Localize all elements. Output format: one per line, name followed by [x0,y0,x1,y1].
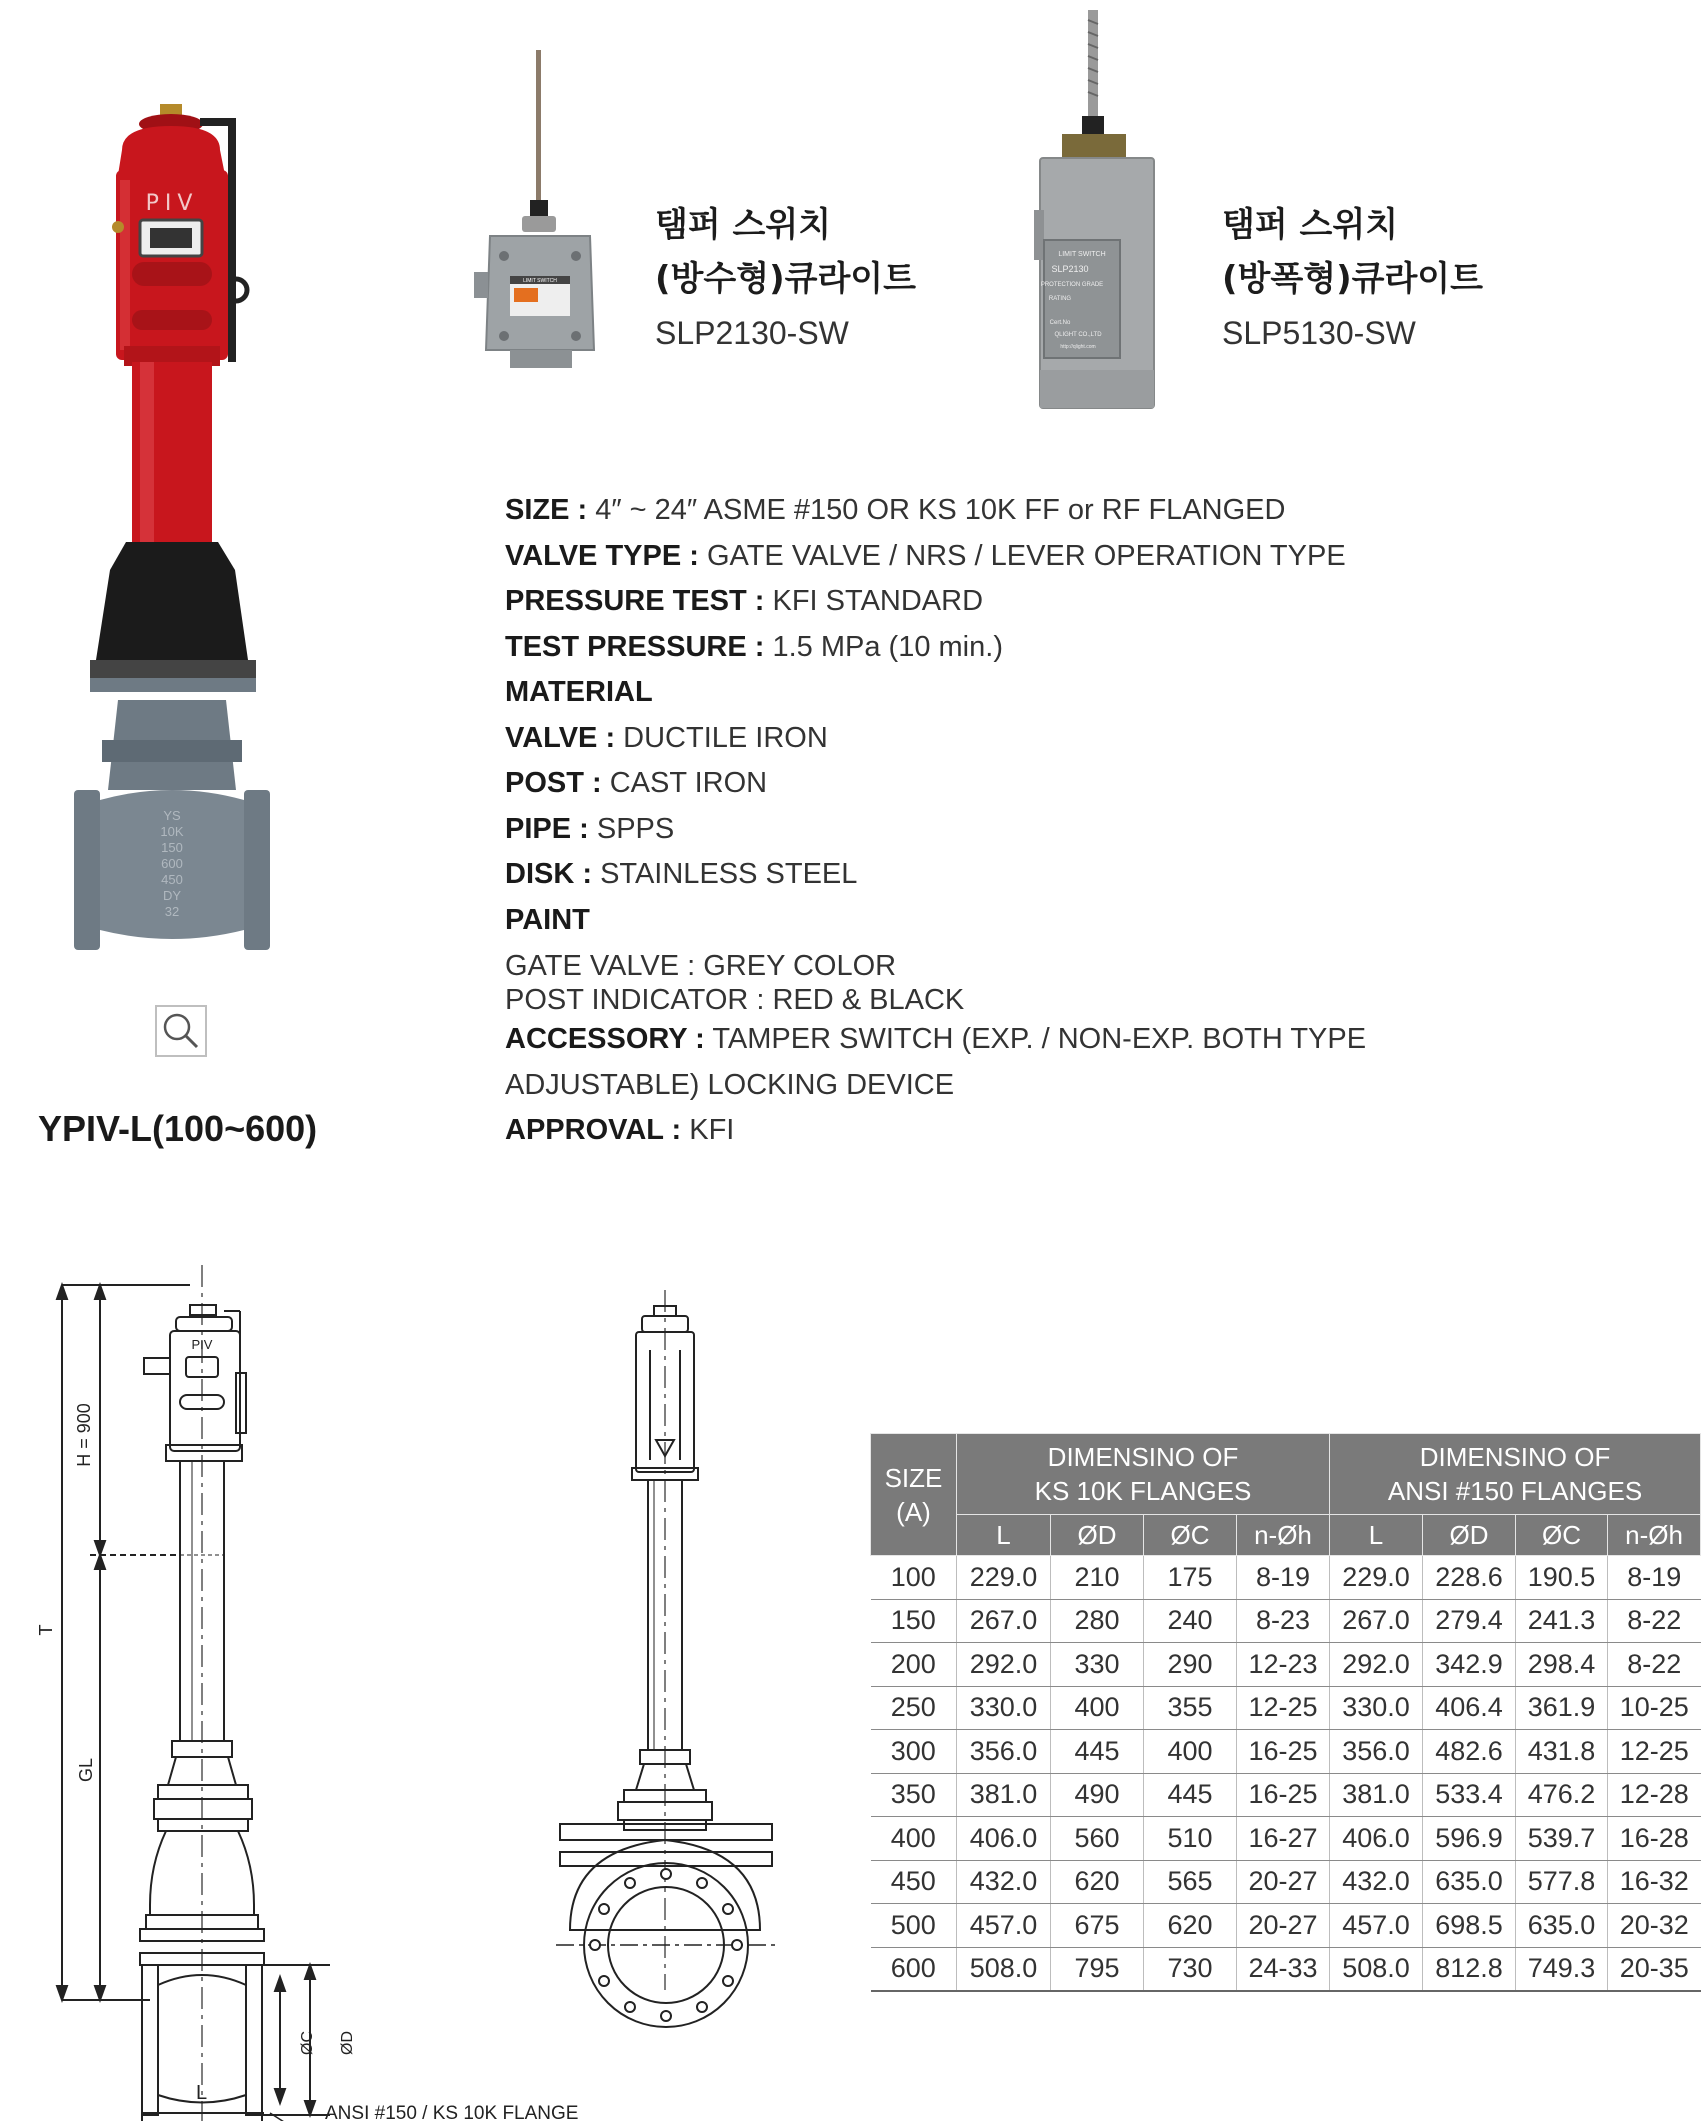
switch2-plate-line6: QLIGHT CO.,LTD [1054,332,1102,338]
zoom-button[interactable] [155,1005,207,1057]
spec-approval: APPROVAL : KFI [505,1114,735,1146]
l-dimension-label: L [196,2082,208,2104]
table-cell: 476.2 [1516,1773,1608,1817]
table-cell: 350 [871,1773,957,1817]
table-cell: 8-23 [1237,1599,1330,1643]
spec-paint-post: POST INDICATOR : RED & BLACK [505,984,965,1016]
dimension-table [870,1433,1701,1992]
switch2-plate-line5: Cert.No [1049,320,1071,326]
table-cell: 565 [1144,1860,1237,1904]
table-cell: 431.8 [1516,1730,1608,1774]
spec-paint-gate: GATE VALVE : GREY COLOR [505,950,897,982]
col-ks-oc: ØC [1144,1515,1237,1556]
table-cell: 330.0 [957,1686,1051,1730]
table-cell: 267.0 [957,1599,1051,1643]
table-cell: 229.0 [1330,1556,1423,1600]
table-cell: 457.0 [1330,1904,1423,1948]
table-cell: 432.0 [1330,1860,1423,1904]
switch2-plate-line1: LIMIT SWITCH [1058,251,1106,258]
table-cell: 675 [1051,1904,1144,1948]
table-cell: 600 [871,1947,957,1991]
table-cell: 635.0 [1423,1860,1516,1904]
table-cell: 355 [1144,1686,1237,1730]
switch2-name-line1: 탬퍼 스위치 [1222,205,1399,245]
body-mark-2: 10K [160,824,184,839]
table-cell: 330 [1051,1643,1144,1687]
table-cell: 510 [1144,1817,1237,1861]
col-ks-nh: n-Øh [1237,1515,1330,1556]
switch1-caption [655,198,916,360]
table-cell: 400 [871,1817,957,1861]
table-cell: 620 [1144,1904,1237,1948]
table-cell: 24-33 [1237,1947,1330,1991]
body-mark-6: DY [162,888,182,903]
table-cell: 596.9 [1423,1817,1516,1861]
table-cell: 228.6 [1423,1556,1516,1600]
table-cell: 298.4 [1516,1643,1608,1687]
spec-post-material: POST : CAST IRON [505,767,768,799]
table-cell: 210 [1051,1556,1144,1600]
table-cell: 698.5 [1423,1904,1516,1948]
table-cell: 16-25 [1237,1730,1330,1774]
table-cell: 406.4 [1423,1686,1516,1730]
d-dimension-label: ØD [339,2031,356,2055]
spec-pressure-test: PRESSURE TEST : KFI STANDARD [505,585,984,617]
piv-emboss: PIV [145,191,199,216]
switch1-plate-text: LIMIT SWITCH [523,278,557,284]
drawing-piv-label: PIV [191,1337,213,1352]
table-cell: 150 [871,1599,957,1643]
table-cell: 292.0 [957,1643,1051,1687]
size-header: SIZE (A) [871,1434,957,1556]
switch2-plate-line7: http://qlight.com [1060,344,1096,350]
col-ansi-l: L [1330,1515,1423,1556]
table-cell: 8-22 [1608,1599,1701,1643]
table-cell: 432.0 [957,1860,1051,1904]
switch2-plate-line4: RATING [1048,296,1072,302]
table-cell: 229.0 [957,1556,1051,1600]
table-cell: 12-28 [1608,1773,1701,1817]
table-cell: 730 [1144,1947,1237,1991]
table-cell: 241.3 [1516,1599,1608,1643]
table-row [871,1947,1701,1991]
l-dimension-line [142,2112,264,2114]
table-cell: 16-28 [1608,1817,1701,1861]
switch1-name-line2: (방수형)큐라이트 [655,259,916,299]
table-cell: 20-27 [1237,1904,1330,1948]
table-cell: 356.0 [957,1730,1051,1774]
table-row [871,1643,1701,1687]
table-cell: 12-23 [1237,1643,1330,1687]
explosion-proof-tamper-switch-photo [1020,10,1170,420]
spec-material-heading: MATERIAL [505,676,653,708]
table-cell: 175 [1144,1556,1237,1600]
table-cell: 16-32 [1608,1860,1701,1904]
body-mark-4: 600 [161,856,183,871]
table-cell: 279.4 [1423,1599,1516,1643]
spec-valve-material: VALVE : DUCTILE IRON [505,721,828,754]
table-row [871,1773,1701,1817]
spec-pipe-material: PIPE : SPPS [505,812,675,845]
table-row [871,1556,1701,1600]
ks-flange-group-header: DIMENSINO OF KS 10K FLANGES [957,1434,1330,1515]
switch2-plate-line3: PROTECTION GRADE [1040,282,1104,288]
gl-dimension-label: GL [76,1757,96,1783]
t-dimension-label: T [36,1624,56,1636]
table-cell: 290 [1144,1643,1237,1687]
table-cell: 812.8 [1423,1947,1516,1991]
table-cell: 20-35 [1608,1947,1701,1991]
h-dimension-label: H = 900 [74,1403,94,1467]
table-cell: 400 [1144,1730,1237,1774]
table-cell: 560 [1051,1817,1144,1861]
table-cell: 508.0 [1330,1947,1423,1991]
ansi-flange-group-header: DIMENSINO OF ANSI #150 FLANGES [1330,1434,1701,1515]
table-cell: 20-27 [1237,1860,1330,1904]
table-cell: 406.0 [1330,1817,1423,1861]
table-cell: 12-25 [1237,1686,1330,1730]
c-dimension-label: ØC [299,2031,316,2055]
table-cell: 8-19 [1237,1556,1330,1600]
side-flange-drawing [556,1820,776,2030]
table-cell: 445 [1144,1773,1237,1817]
spec-size: SIZE : 4″ ~ 24″ ASME #150 OR KS 10K FF or RF FLANGED [505,494,1286,526]
table-cell: 406.0 [957,1817,1051,1861]
table-cell: 300 [871,1730,957,1774]
table-cell: 381.0 [1330,1773,1423,1817]
table-cell: 330.0 [1330,1686,1423,1730]
col-ks-od: ØD [1051,1515,1144,1556]
table-row [871,1817,1701,1861]
table-row [871,1730,1701,1774]
body-mark-7: 32 [164,904,180,919]
table-cell: 250 [871,1686,957,1730]
table-cell: 8-22 [1608,1643,1701,1687]
table-cell: 267.0 [1330,1599,1423,1643]
table-cell: 450 [871,1860,957,1904]
post-indicator-valve-photo [60,100,290,930]
spec-paint-heading: PAINT [505,903,590,936]
switch1-model: SLP2130-SW [655,315,849,351]
magnifier-icon [157,1007,205,1055]
table-cell: 500 [871,1904,957,1948]
table-cell: 200 [871,1643,957,1687]
table-cell: 20-32 [1608,1904,1701,1948]
model-title: YPIV-L(100~600) [38,1108,318,1149]
table-cell: 445 [1051,1730,1144,1774]
table-row [871,1599,1701,1643]
spec-test-pressure: TEST PRESSURE : 1.5 MPa (10 min.) [505,630,1003,663]
table-cell: 490 [1051,1773,1144,1817]
table-cell: 482.6 [1423,1730,1516,1774]
table-row [871,1686,1701,1730]
table-cell: 381.0 [957,1773,1051,1817]
table-cell: 8-19 [1608,1556,1701,1600]
table-cell: 292.0 [1330,1643,1423,1687]
table-cell: 16-25 [1237,1773,1330,1817]
switch2-caption [1222,198,1483,360]
table-cell: 635.0 [1516,1904,1608,1948]
spec-accessory-cont: ADJUSTABLE) LOCKING DEVICE [505,1068,955,1101]
col-ansi-nh: n-Øh [1608,1515,1701,1556]
table-cell: 16-27 [1237,1817,1330,1861]
table-cell: 10-25 [1608,1686,1701,1730]
table-cell: 100 [871,1556,957,1600]
col-ks-l: L [957,1515,1051,1556]
table-cell: 795 [1051,1947,1144,1991]
table-row [871,1904,1701,1948]
table-cell: 190.5 [1516,1556,1608,1600]
table-cell: 356.0 [1330,1730,1423,1774]
table-cell: 400 [1051,1686,1144,1730]
switch1-name-line1: 탬퍼 스위치 [655,205,832,245]
flange-note: ANSI #150 / KS 10K FLANGE [325,2103,579,2121]
spec-valve-type: VALVE TYPE : GATE VALVE / NRS / LEVER OPERATION TYPE [505,539,1346,572]
front-dimension-drawing [36,1265,600,2121]
dimension-table-body [871,1556,1701,1992]
table-cell: 508.0 [957,1947,1051,1991]
body-mark-1: YS [163,808,181,823]
switch2-plate-line2: SLP2130 [1051,264,1089,274]
table-cell: 342.9 [1423,1643,1516,1687]
table-cell: 749.3 [1516,1947,1608,1991]
table-cell: 457.0 [957,1904,1051,1948]
table-cell: 240 [1144,1599,1237,1643]
table-cell: 620 [1051,1860,1144,1904]
switch2-model: SLP5130-SW [1222,315,1416,351]
table-row [871,1860,1701,1904]
table-cell: 361.9 [1516,1686,1608,1730]
table-cell: 533.4 [1423,1773,1516,1817]
spec-disk-material: DISK : STAINLESS STEEL [505,858,858,890]
body-mark-5: 450 [161,872,183,887]
body-mark-3: 150 [161,840,183,855]
col-ansi-oc: ØC [1516,1515,1608,1556]
col-ansi-od: ØD [1423,1515,1516,1556]
table-cell: 577.8 [1516,1860,1608,1904]
waterproof-tamper-switch-photo [470,50,610,410]
table-cell: 280 [1051,1599,1144,1643]
switch2-name-line2: (방폭형)큐라이트 [1222,259,1483,299]
table-cell: 12-25 [1608,1730,1701,1774]
specification-list [505,488,1655,1154]
spec-accessory: ACCESSORY : TAMPER SWITCH (EXP. / NON-EXP. BOTH TYPE [505,1023,1367,1055]
table-cell: 539.7 [1516,1817,1608,1861]
